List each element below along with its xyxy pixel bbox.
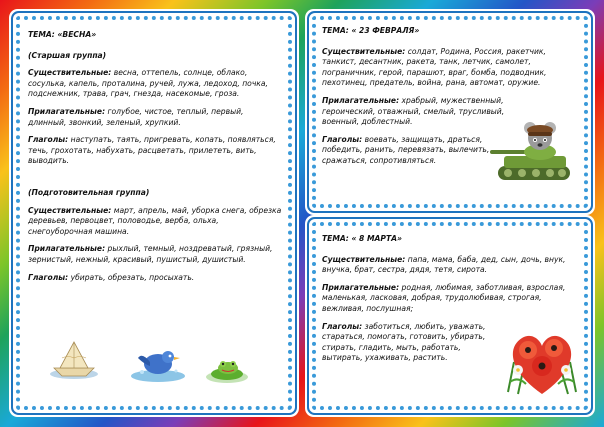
nouns-text: солдат, Родина, Россия, ракетчик, танкист, десантник, ракета, танк, летчик, самолет, пограничник, герой, парашют, враг, бомба, подводник, пехотинец, предатель, война, рана, автомат, оружие. xyxy=(322,46,547,88)
adj-text: храбрый, мужественный, героический, отважный, смелый, трусливый, военный, доблестный. xyxy=(322,95,505,127)
spring-verbs-1 xyxy=(28,135,282,167)
verbs-text: воевать, защищать, драться, победить, ранить, перевязать, вылечить, сражаться, сопротивляться. xyxy=(322,134,490,165)
spring-verbs-2 xyxy=(28,273,282,284)
spring-title: ТЕМА: «ВЕСНА» xyxy=(28,30,97,39)
mouse-tank-icon xyxy=(490,120,580,188)
spring-adj-2 xyxy=(28,244,282,265)
prep-group-label: (Подготовительная группа) xyxy=(28,187,150,197)
nouns-text: папа, мама, баба, дед, сын, дочь, внук, внучка, брат, сестра, дядя, тетя, сирота. xyxy=(322,254,566,275)
spring-adj-1 xyxy=(28,107,282,128)
february-nouns xyxy=(322,47,580,89)
paper-boat-icon xyxy=(48,338,100,380)
nouns-text: весна, оттепель, солнце, облако, сосулька, капель, проталина, ручей, лужа, ледоход, почка, подснежник, трава, грач, гнезда, насекомые, гроза. xyxy=(28,68,268,99)
nouns-label: Существительные: xyxy=(322,46,406,56)
verbs-text: наступать, таять, пригревать, копать, появляться, течь, грохотать, набухать, расцветать, прилететь, вить, выводить. xyxy=(28,135,276,166)
adj-label: Прилагательные: xyxy=(322,95,400,105)
march-title: ТЕМА: « 8 МАРТА» xyxy=(322,234,402,243)
verbs-label: Глаголы: xyxy=(322,134,363,144)
march-adj xyxy=(322,283,580,315)
adj-label: Прилагательные: xyxy=(28,244,106,254)
nouns-text: март, апрель, май, уборка снега, обрезка деревьев, первоцвет, половодье, верба, ольха, снегоуборочная машина. xyxy=(28,205,282,236)
march-verbs xyxy=(322,322,500,364)
senior-group-label: (Старшая группа) xyxy=(28,50,107,60)
february-adj xyxy=(322,96,510,128)
verbs-label: Глаголы: xyxy=(28,272,69,282)
february-verbs xyxy=(322,135,500,167)
february-title: ТЕМА: « 23 ФЕВРАЛЯ» xyxy=(322,26,420,35)
verbs-label: Глаголы: xyxy=(322,321,363,331)
frog-on-leaf-icon xyxy=(204,354,250,384)
spring-nouns-1 xyxy=(28,68,282,100)
spring-content xyxy=(28,30,282,290)
adj-text: рыхлый, темный, ноздреватый, грязный, зернистый, нежный, красивый, пушистый, душистый. xyxy=(28,244,273,264)
bird-in-puddle-icon xyxy=(128,342,188,384)
adj-label: Прилагательные: xyxy=(322,282,400,292)
adj-text: родная, любимая, заботливая, взрослая, маленькая, ласковая, добрая, трудолюбивая, строгая, вежливая, послушная; xyxy=(322,282,566,313)
adj-text: голубое, чистое, теплый, первый, длинный, звонкий, зеленый, хрупкий. xyxy=(28,106,244,127)
nouns-label: Существительные: xyxy=(28,68,112,78)
march-nouns xyxy=(322,255,580,276)
verbs-label: Глаголы: xyxy=(28,135,69,145)
adj-label: Прилагательные: xyxy=(28,106,106,116)
poppy-heart-bouquet-icon xyxy=(504,322,580,398)
nouns-label: Существительные: xyxy=(322,254,406,264)
spring-nouns-2 xyxy=(28,206,282,238)
verbs-text: убирать, обрезать, просыхать. xyxy=(68,272,195,282)
verbs-text: заботиться, любить, уважать, стараться, помогать, готовить, убирать, стирать, гладить, мыть, работать, вытирать, ухаживать, растить. xyxy=(322,321,486,363)
nouns-label: Существительные: xyxy=(28,205,112,215)
